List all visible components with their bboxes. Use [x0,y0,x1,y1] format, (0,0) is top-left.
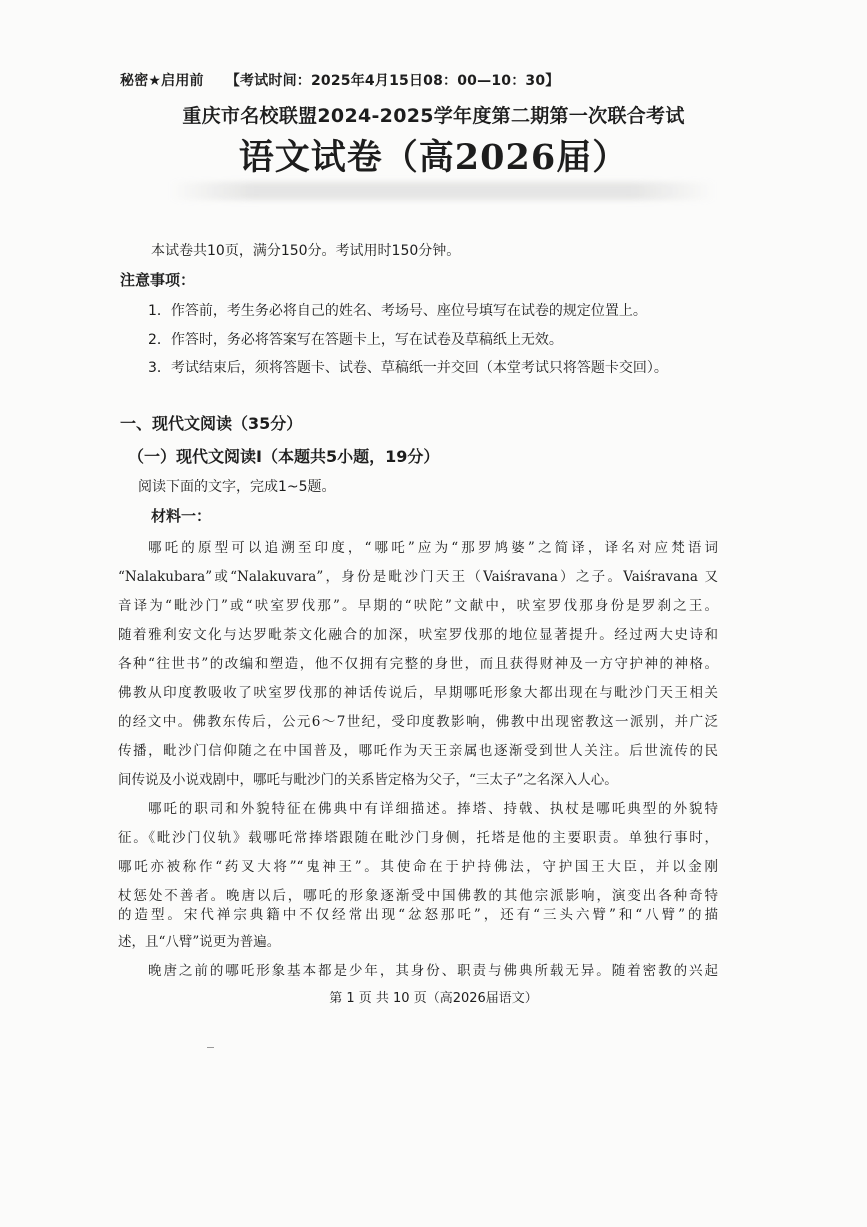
notice-item: 1．作答前，考生务必将自己的姓名、考场号、座位号填写在试卷的规定位置上。 [148,303,647,319]
body-line: “Nalakubara”或“Nalakuvara”，身份是毗沙门天王（Vaiśravana）之子。Vaiśravana 又 [118,569,718,585]
reading-instruction: 阅读下面的文字，完成1~5题。 [138,479,336,495]
body-line: 的造型。宋代禅宗典籍中不仅经常出现“忿怒那吒”，还有“三头六臂”和“八臂”的描 [118,907,718,923]
body-line: 佛教从印度教吸收了吠室罗伐那的神话传说后，早期哪吒形象大都出现在与毗沙门天王相关 [118,685,718,701]
exam-title: 重庆市名校联盟2024-2025学年度第二期第一次联合考试 [182,105,685,127]
body-line: 杖惩处不善者。晚唐以后，哪吒的形象逐渐受中国佛教的其他宗派影响，演变出各种奇特 [118,888,718,904]
body-line: 哪吒的原型可以追溯至印度，“哪吒”应为“那罗鸠婆”之简译，译名对应梵语词 [148,540,718,556]
confidential-label: 秘密★启用前 [120,73,204,89]
body-line: 征。《毗沙门仪轨》载哪吒常捧塔跟随在毗沙门身侧，托塔是他的主要职责。单独行事时， [118,830,718,846]
notice-item: 2．作答时，务必将答案写在答题卡上，写在试卷及草稿纸上无效。 [148,332,563,348]
body-line: 音译为“毗沙门”或“吠室罗伐那”。早期的“吠陀”文献中，吠室罗伐那身份是罗刹之王。 [118,598,718,614]
notice-item: 3．考试结束后，须将答题卡、试卷、草稿纸一并交回（本堂考试只将答题卡交回）。 [148,360,668,376]
exam-time: 【考试时间：2025年4月15日08：00—10：30】 [225,73,560,89]
subsection-heading: （一）现代文阅读Ⅰ（本题共5小题，19分） [128,447,440,466]
paper-title: 语文试卷（高2026届） [238,137,629,178]
notice-heading: 注意事项： [120,271,196,289]
body-line: 晚唐之前的哪吒形象基本都是少年，其身份、职责与佛典所载无异。随着密教的兴起 [148,963,718,979]
body-line: 随着雅利安文化与达罗毗荼文化融合的加深，吠室罗伐那的地位显著提升。经过两大史诗和 [118,627,718,643]
header-line [120,70,559,90]
body-line: 述，且“八臂”说更为普遍。 [118,934,281,950]
body-line: 哪吒亦被称作“药叉大将”“鬼神王”。其使命在于护持佛法，守护国王大臣，并以金刚 [118,859,718,875]
body-line: 传播，毗沙门信仰随之在中国普及，哪吒作为天王亲属也逐渐受到世人关注。后世流传的民 [118,743,718,759]
body-line: 的经文中。佛教东传后，公元6～7世纪，受印度教影响，佛教中出现密教这一派别，并广泛 [118,714,718,730]
body-line: 间传说及小说戏剧中，哪吒与毗沙门的关系皆定格为父子，“三太子”之名深入人心。 [118,772,618,788]
page-footer: 第 1 页 共 10 页（高2026届语文） [329,991,538,1006]
faint-bleed-through [170,182,715,200]
section-heading: 一、现代文阅读（35分） [120,414,303,433]
body-line: 各种“往世书”的改编和塑造，他不仅拥有完整的身世，而且获得财神及一方守护神的神格。 [118,656,718,672]
material-label: 材料一： [151,507,212,525]
exam-intro: 本试卷共10页，满分150分。考试用时150分钟。 [151,243,461,259]
body-line: 哪吒的职司和外貌特征在佛典中有详细描述。捧塔、持戟、执杖是哪吒典型的外貌特 [148,801,718,817]
scan-speck [207,1047,214,1048]
